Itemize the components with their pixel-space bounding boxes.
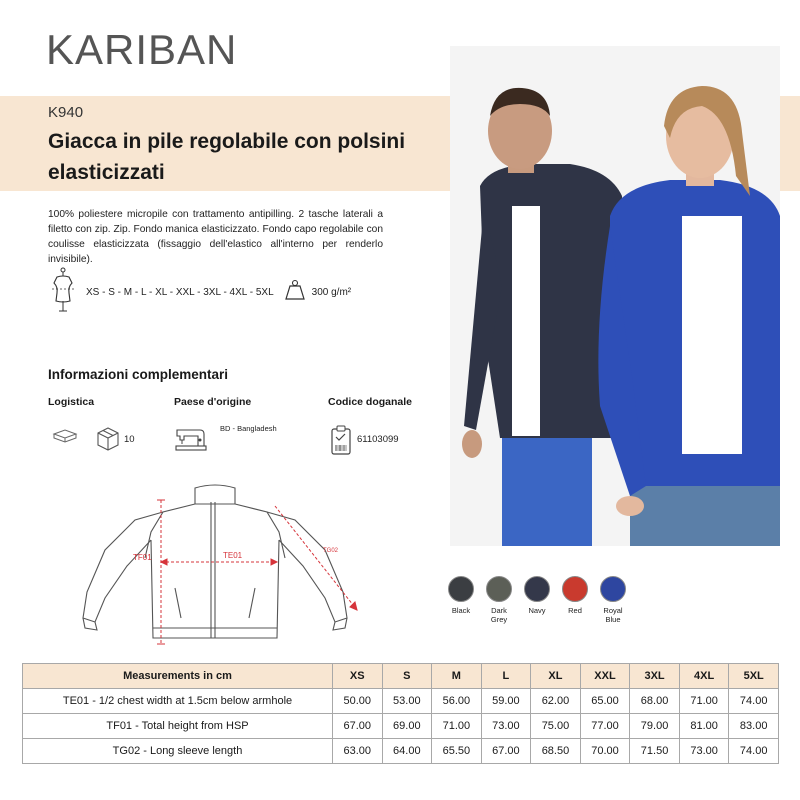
table-cell: 71.50 xyxy=(630,739,680,764)
color-name: Royal Blue xyxy=(603,606,623,624)
title-band-edge xyxy=(780,96,800,191)
origin-country: BD - Bangladesh xyxy=(220,424,277,433)
table-cell: 56.00 xyxy=(432,689,482,714)
table-header-cell: 3XL xyxy=(630,664,680,689)
table-cell: 68.00 xyxy=(630,689,680,714)
sewing-machine-icon xyxy=(174,424,208,457)
table-cell: 81.00 xyxy=(679,714,729,739)
table-cell: 73.00 xyxy=(679,739,729,764)
table-header-cell: Measurements in cm xyxy=(23,664,333,689)
table-cell: 67.00 xyxy=(481,739,531,764)
tf01-label: TF01 xyxy=(133,553,152,562)
table-cell: 73.00 xyxy=(481,714,531,739)
carton-box-icon xyxy=(95,425,121,456)
mannequin-icon xyxy=(48,267,78,318)
customs-heading: Codice doganale xyxy=(328,396,413,408)
swatch-navy[interactable] xyxy=(522,576,552,624)
table-cell: 62.00 xyxy=(531,689,581,714)
table-cell: 65.00 xyxy=(580,689,630,714)
swatch-red[interactable] xyxy=(560,576,590,624)
table-cell: 65.50 xyxy=(432,739,482,764)
table-cell: 75.00 xyxy=(531,714,581,739)
tg02-label: TG02 xyxy=(323,548,339,554)
table-header-cell: M xyxy=(432,664,482,689)
customs-code: 61103099 xyxy=(357,434,399,445)
flat-package-icon xyxy=(52,428,78,449)
table-cell: 77.00 xyxy=(580,714,630,739)
size-weight-row xyxy=(48,268,351,316)
te01-label: TE01 xyxy=(223,551,243,560)
table-cell: 71.00 xyxy=(679,689,729,714)
color-name: Black xyxy=(451,606,471,615)
table-header-cell: L xyxy=(481,664,531,689)
table-cell: 79.00 xyxy=(630,714,680,739)
table-cell: 69.00 xyxy=(382,714,432,739)
weight-icon xyxy=(284,279,306,306)
color-dot xyxy=(486,576,512,602)
product-photo xyxy=(450,46,780,546)
table-header-cell: XXL xyxy=(580,664,630,689)
table-cell: 83.00 xyxy=(729,714,779,739)
logistics-heading: Logistica xyxy=(48,396,95,408)
table-cell: 64.00 xyxy=(382,739,432,764)
color-dot xyxy=(562,576,588,602)
table-header-row xyxy=(23,664,779,689)
size-list: XS - S - M - L - XL - XXL - 3XL - 4XL - 5XL xyxy=(86,286,274,298)
measurements-table xyxy=(22,663,779,764)
table-header-cell: XS xyxy=(333,664,383,689)
table-header-cell: S xyxy=(382,664,432,689)
color-dot xyxy=(524,576,550,602)
product-description: 100% poliestere micropile con trattamento antipilling. 2 tasche laterali a filetto con zip. Zip. Fondo manica elasticizzato. Fondo capo regolabile con coulisse elasticizzata (fissaggio dell'elastico all'interno per renderlo invisibile). xyxy=(48,209,383,265)
table-cell: TG02 - Long sleeve length xyxy=(23,739,333,764)
table-cell: TF01 - Total height from HSP xyxy=(23,714,333,739)
table-cell: TE01 - 1/2 chest width at 1.5cm below armhole xyxy=(23,689,333,714)
customs-tag-icon xyxy=(330,424,352,461)
table-header-cell: 4XL xyxy=(679,664,729,689)
swatch-black[interactable] xyxy=(446,576,476,624)
brand-logo: KARIBAN xyxy=(46,26,238,73)
table-cell: 53.00 xyxy=(382,689,432,714)
table-row xyxy=(23,714,779,739)
fabric-weight: 300 g/m² xyxy=(311,286,352,298)
color-dot xyxy=(600,576,626,602)
color-swatches xyxy=(446,576,628,624)
table-cell: 68.50 xyxy=(531,739,581,764)
color-name: Red xyxy=(568,606,582,615)
product-title: Giacca in pile regolabile con polsini elasticizzati xyxy=(48,130,406,184)
table-cell: 74.00 xyxy=(729,739,779,764)
jacket-technical-sketch xyxy=(75,480,365,650)
product-code: K940 xyxy=(48,104,84,121)
table-cell: 70.00 xyxy=(580,739,630,764)
color-name: Dark Grey xyxy=(490,606,508,624)
table-cell: 74.00 xyxy=(729,689,779,714)
swatch-royal-blue[interactable] xyxy=(598,576,628,624)
table-row xyxy=(23,689,779,714)
table-cell: 63.00 xyxy=(333,739,383,764)
table-row xyxy=(23,739,779,764)
info-section-title: Informazioni complementari xyxy=(48,367,229,382)
table-cell: 50.00 xyxy=(333,689,383,714)
table-cell: 67.00 xyxy=(333,714,383,739)
origin-heading: Paese d'origine xyxy=(174,396,252,408)
table-cell: 71.00 xyxy=(432,714,482,739)
table-header-cell: 5XL xyxy=(729,664,779,689)
carton-quantity: 10 xyxy=(124,434,135,445)
table-header-cell: XL xyxy=(531,664,581,689)
table-cell: 59.00 xyxy=(481,689,531,714)
color-dot xyxy=(448,576,474,602)
swatch-dark-grey[interactable] xyxy=(484,576,514,624)
color-name: Navy xyxy=(528,606,546,615)
